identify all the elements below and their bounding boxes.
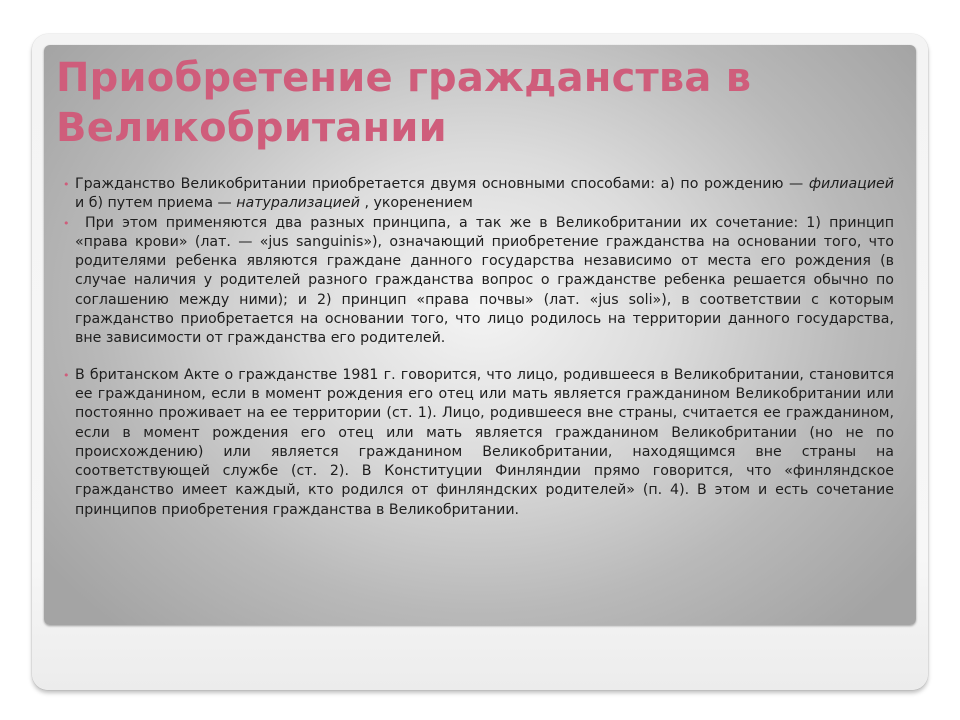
paragraph-emphasis-filiation: филиацией: [808, 176, 894, 192]
slide-content: [63, 175, 894, 520]
paragraph-text: В британском Акте о гражданстве 1981 г. говорится, что лицо, родившееся в Великобритании, становится ее гражданином, если в момент рождения его отец или мать является гражданином Великобритании или постоянно проживает на ее территории (ст. 1). Лицо, родившееся вне страны, считается ее гражданином, если в момент рождения его отец или мать является гражданином Великобритании (но не по происхождению) или является гражданином Великобритании, находящимся вне страны на соответствующей службе (ст. 2). В Конституции Финляндии прямо говорится, что «финляндское гражданство имеет каждый, кто родился от финляндских родителей» (п. 4). В этом и есть сочетание принципов приобретения гражданства в Великобритании.: [75, 366, 894, 518]
bullet-icon: •: [63, 368, 70, 382]
bullet-icon: •: [63, 178, 70, 191]
paragraph-birth-naturalization: [63, 175, 894, 214]
slide-panel: [44, 45, 916, 625]
paragraph-text-part: , укоренением: [359, 195, 473, 212]
slide-title: Приобретение гражданства в Великобритании: [56, 55, 752, 151]
paragraph-text-part: Гражданство Великобритании приобретается двумя основными способами: а) по рождению —: [75, 176, 809, 192]
paragraph-text: При этом применяются два разных принципа, а так же в Великобритании их сочетание: 1) принцип «права крови» (лат. — «jus sanguinis»), означающий приобретение гражданства на основании того, что родителями ребенка являются граждане данного государства независимо от места его рождения (в случае наличия у родителей разного гражданства вопрос о гражданстве ребенка решается обычно по соглашению между ними); и 2) принцип «права почвы» (лат. «jus soli»), в соответствии с которым гражданство приобретается на основании того, что лицо родилось на территории данного государства, вне зависимости от гражданства его родителей.: [75, 214, 894, 347]
bullet-icon: •: [63, 216, 70, 230]
paragraph-emphasis-naturalization: натурализацией: [236, 195, 360, 212]
paragraph-text-part: и б) путем приема —: [75, 195, 237, 212]
paragraph-british-act: [63, 366, 894, 520]
paragraph-principles: [63, 214, 894, 349]
